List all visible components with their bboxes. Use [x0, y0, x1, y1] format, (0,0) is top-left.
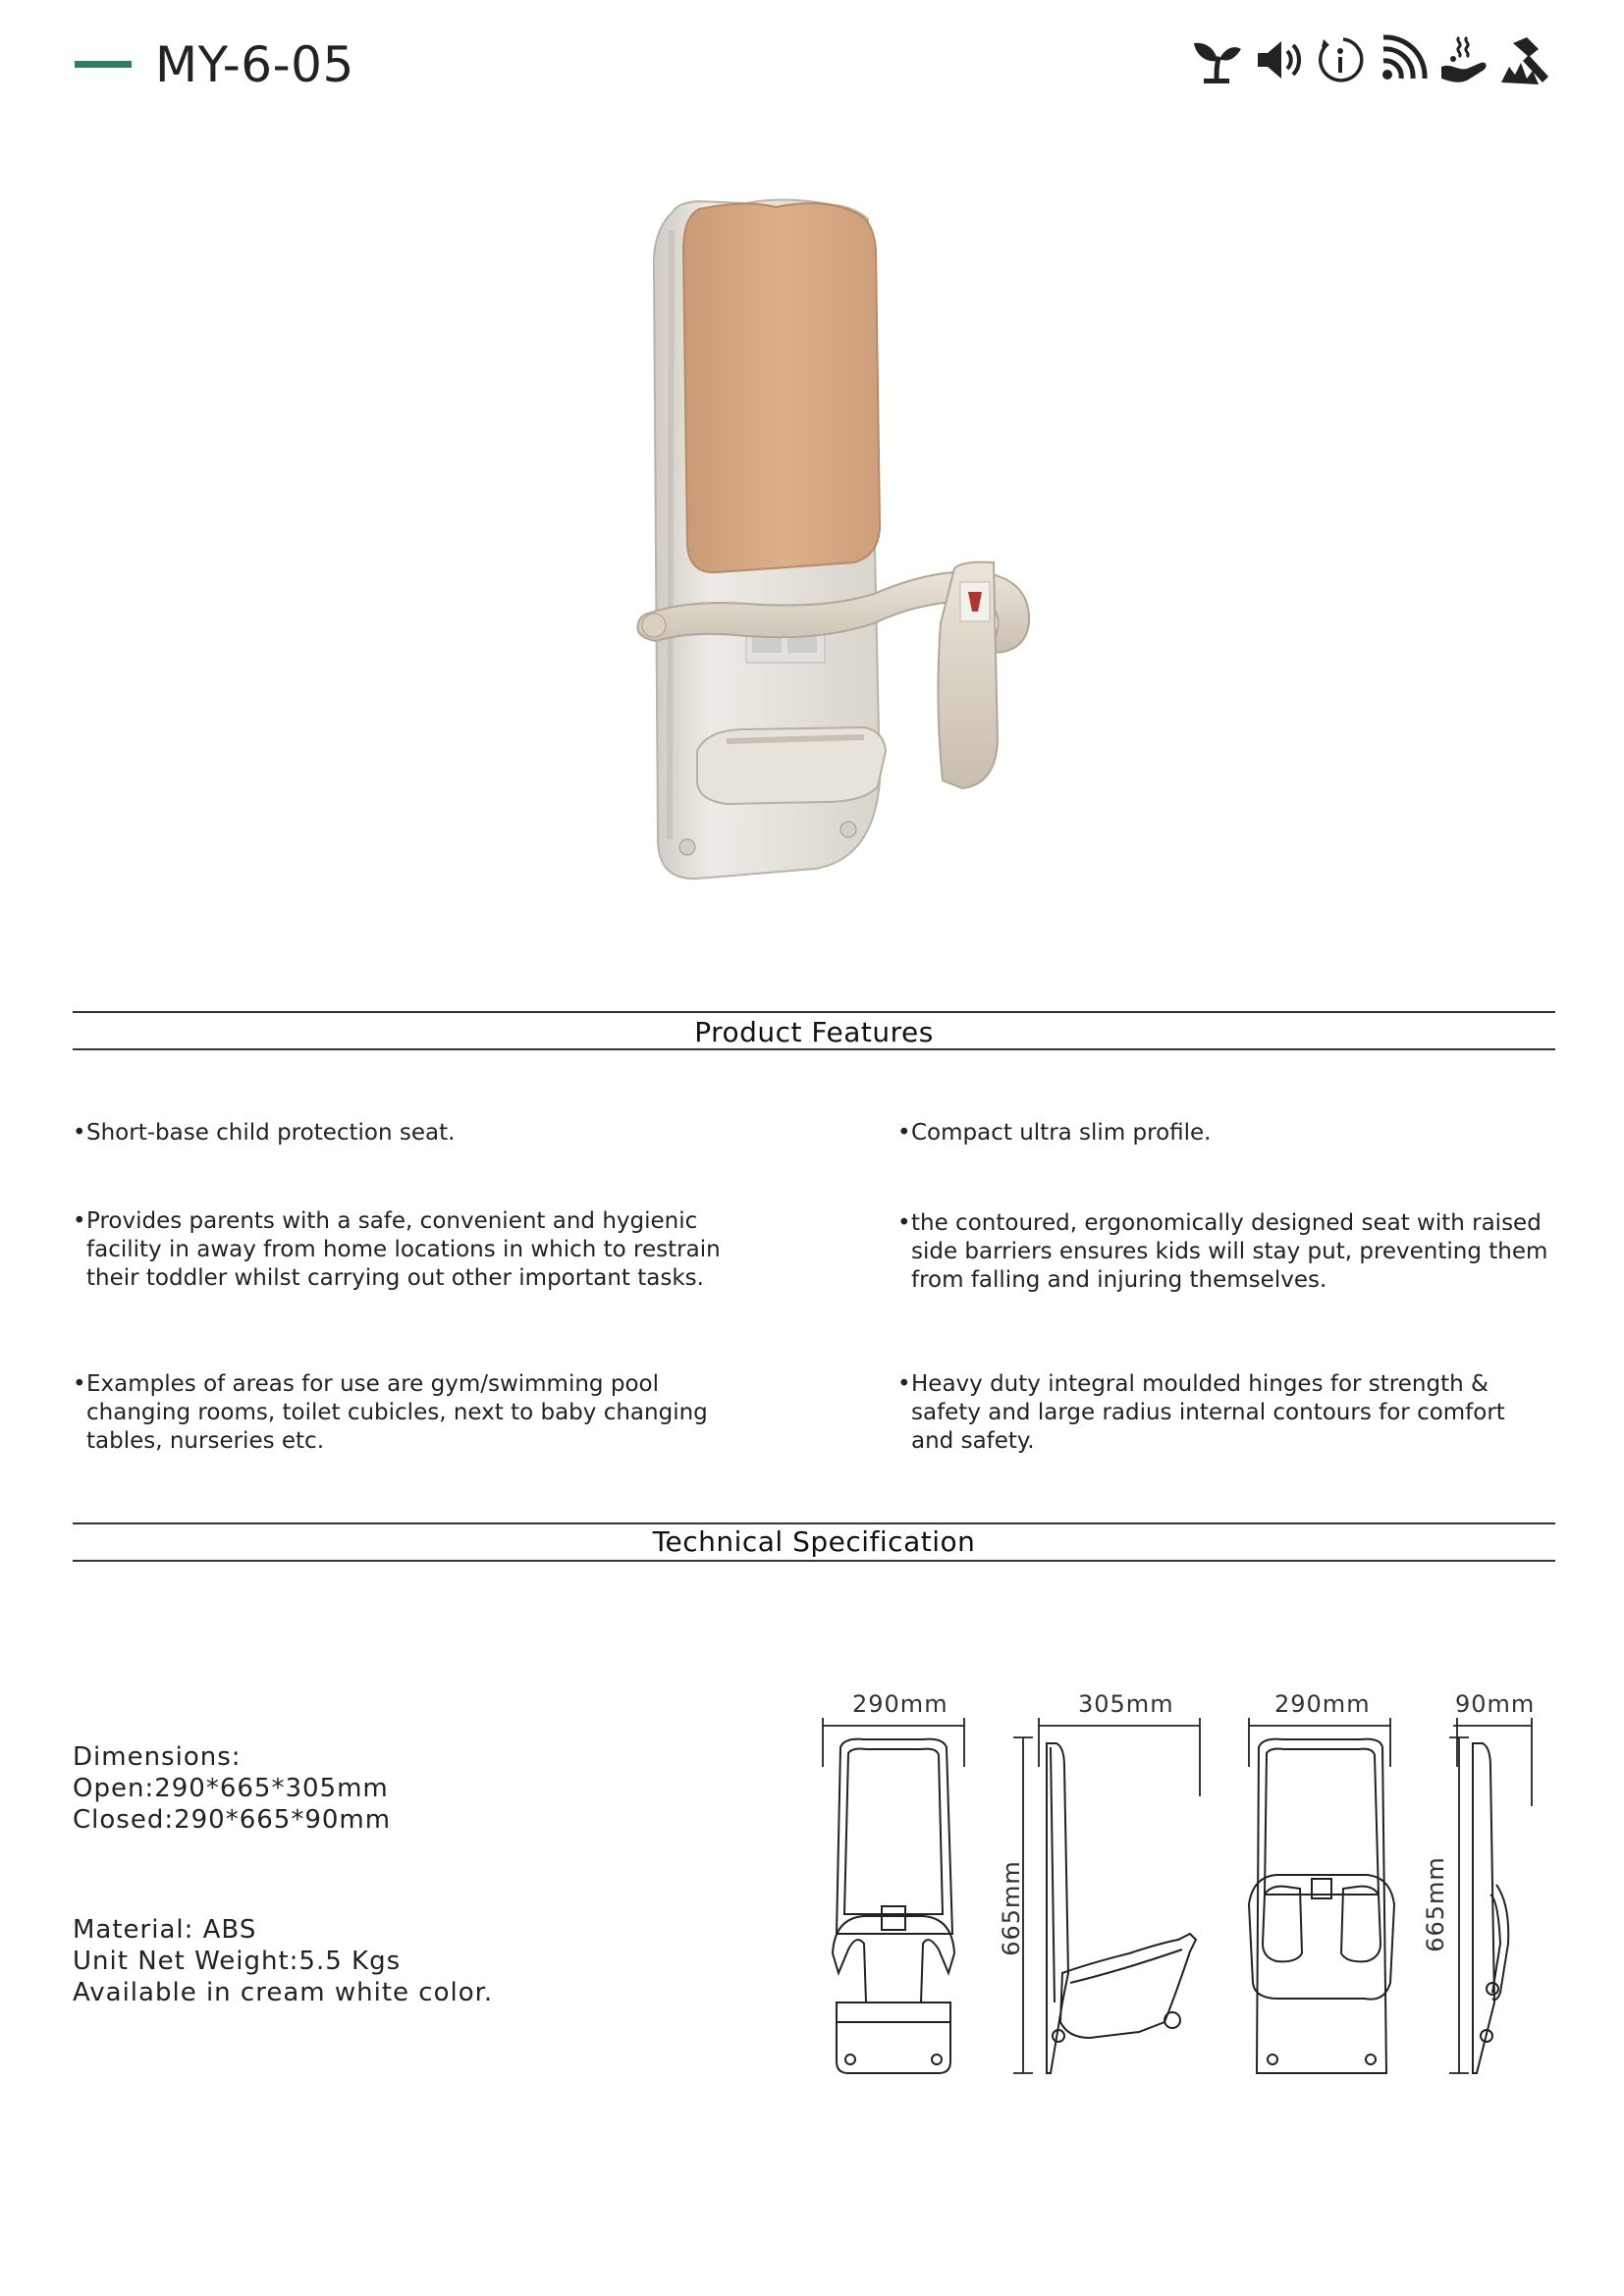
- spec-rule-bottom: [73, 1560, 1555, 1562]
- eco-leaf-icon: [1190, 33, 1243, 86]
- spec-rule-top: [73, 1522, 1555, 1524]
- feature-item: • Provides parents with a safe, convenient and hygienic facility in away from home locations in which to restrain their toddler whilst carrying out other important tasks.: [73, 1208, 721, 1291]
- technical-drawings: [805, 1708, 1551, 2081]
- model-number: MY-6-05: [155, 36, 354, 93]
- spec-open: Open:290*665*305mm: [73, 1774, 389, 1803]
- feature-item: • Short-base child protection seat.: [73, 1120, 456, 1146]
- dim-open-depth: 305mm: [1078, 1690, 1174, 1718]
- dim-open-width: 290mm: [852, 1690, 948, 1718]
- feature-item: • Heavy duty integral moulded hinges for strength & safety and large radius internal contours for comfort and safety.: [897, 1371, 1505, 1454]
- spec-title: Technical Specification: [652, 1525, 976, 1558]
- spec-material: Material: ABS: [73, 1915, 257, 1945]
- features-rule-bottom: [73, 1048, 1555, 1050]
- spec-dimensions-label: Dimensions:: [73, 1742, 242, 1772]
- feature-icon-row: [1190, 33, 1563, 92]
- dim-closed-width: 290mm: [1274, 1690, 1371, 1718]
- dim-closed-height: 665mm: [1422, 1856, 1449, 1952]
- hygiene-hand-icon: [1437, 33, 1490, 86]
- spec-color: Available in cream white color.: [73, 1978, 494, 2007]
- wireless-icon: [1376, 33, 1429, 86]
- features-rule-top: [73, 1011, 1555, 1013]
- open-side-view: [1047, 1743, 1196, 2073]
- title-accent-bar: [75, 61, 132, 68]
- closed-side-view: [1473, 1743, 1508, 2073]
- timer-icon: [1314, 33, 1367, 86]
- sound-icon: [1252, 33, 1305, 86]
- dim-closed-depth: 90mm: [1455, 1690, 1536, 1718]
- dim-open-height: 665mm: [998, 1860, 1025, 1956]
- feature-item: • Compact ultra slim profile.: [897, 1120, 1212, 1146]
- feature-item: • Examples of areas for use are gym/swimming pool changing rooms, toilet cubicles, next to baby changing tables, nurseries etc.: [73, 1371, 708, 1454]
- spec-weight: Unit Net Weight:5.5 Kgs: [73, 1947, 402, 1976]
- spec-closed: Closed:290*665*90mm: [73, 1805, 392, 1835]
- impact-resistant-icon: [1499, 33, 1552, 86]
- baby-protection-seat-photo: [628, 191, 1041, 888]
- closed-front-view: [1249, 1739, 1394, 2073]
- open-front-view: [833, 1739, 954, 2073]
- feature-item: • the contoured, ergonomically designed seat with raised side barriers ensures kids will stay put, preventing them from falling and injuring themselves.: [897, 1210, 1548, 1293]
- features-title: Product Features: [694, 1016, 934, 1048]
